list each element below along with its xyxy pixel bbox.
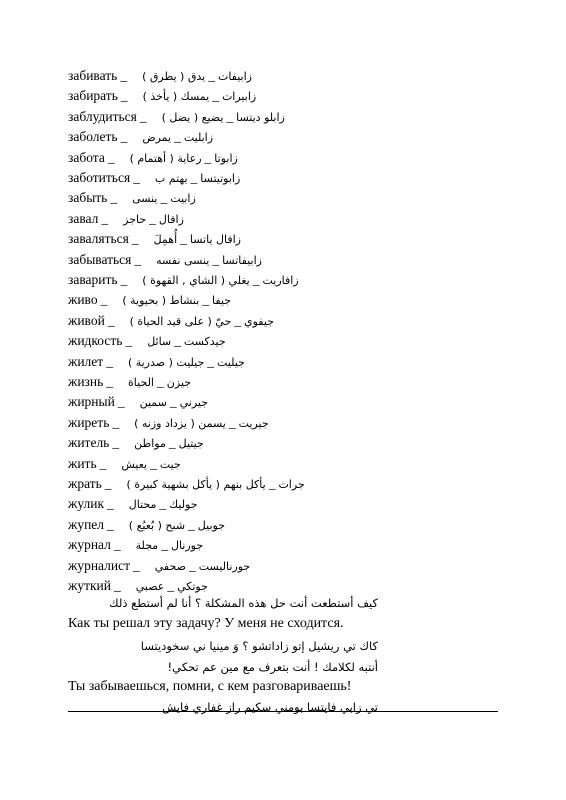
arabic-phrase: كاك تي ريشيل إتو زاداتشو ؟ وَ مينيا ني سخوديتسا — [140, 639, 378, 653]
vocab-entry — [68, 311, 508, 331]
separator: _ — [133, 170, 140, 185]
separator: _ — [268, 476, 276, 491]
separator: _ — [120, 88, 128, 104]
separator: _ — [180, 231, 187, 247]
vocab-entry — [68, 148, 508, 168]
separator: _ — [252, 272, 260, 287]
separator: _ — [188, 557, 196, 573]
vocab-entry — [68, 556, 508, 576]
transliteration: جيفوي — [244, 314, 274, 328]
separator: _ — [131, 231, 139, 247]
arabic-meaning: صحفي — [154, 559, 186, 573]
arabic-meaning: يأكل بنهم ( يأكل بشهية كبيرة ) — [126, 478, 266, 491]
transliteration: جوبيل — [197, 518, 225, 532]
russian-word: жирный — [68, 394, 115, 410]
separator: _ — [204, 149, 212, 165]
separator: _ — [212, 88, 219, 104]
vocab-entry — [68, 290, 508, 310]
transliteration: جوتكي — [177, 580, 208, 593]
vocab-entry — [68, 494, 508, 514]
separator: _ — [139, 108, 147, 124]
russian-word: забываться — [68, 251, 132, 267]
vocab-entry — [68, 107, 508, 127]
vocab-entry — [68, 270, 508, 290]
arabic-meaning: عصبي — [135, 580, 165, 593]
arabic-meaning: مواطن — [134, 437, 166, 451]
transliteration: جيزن — [166, 376, 192, 389]
separator: _ — [100, 292, 108, 308]
separator: _ — [234, 312, 242, 328]
transliteration: جيرني — [179, 396, 209, 410]
transliteration: جيت — [159, 457, 181, 471]
vocab-entry — [68, 535, 508, 555]
arabic-phrase: كيف أستطعت أنت حل هذه المشكلة ؟ أنا لم أستطع ذلك — [109, 596, 378, 610]
arabic-meaning: شبح ( بُعبُع ) — [128, 518, 186, 532]
arabic-phrase: أنتبه لكلامك ! أنت بتعرف مع مين عم تحكي! — [167, 660, 378, 674]
arabic-meaning: الحياة — [128, 376, 154, 389]
transliteration: زافال — [158, 212, 184, 226]
separator: _ — [168, 435, 176, 451]
arabic-meaning: سمين — [139, 396, 167, 410]
arabic-meaning: يسمن ( يزداد وزنه ) — [134, 416, 226, 430]
bottom-rule — [68, 711, 498, 712]
separator: _ — [101, 210, 109, 226]
separator: _ — [159, 496, 167, 512]
russian-word: забирать — [68, 88, 118, 104]
separator: _ — [125, 333, 133, 349]
separator: _ — [113, 537, 121, 553]
russian-word: заблудиться — [68, 108, 137, 124]
separator: _ — [228, 414, 236, 430]
vocab-entry — [68, 209, 508, 229]
transliteration: جيتيل — [178, 437, 204, 451]
arabic-meaning: يعيش — [121, 457, 148, 471]
separator: _ — [106, 353, 113, 369]
russian-word: журнал — [68, 537, 111, 553]
russian-word: живо — [68, 292, 98, 308]
vocab-entry — [68, 372, 508, 392]
russian-word: забивать — [68, 68, 118, 83]
vocab-entry — [68, 515, 508, 535]
russian-word: журналист — [68, 557, 131, 573]
separator: _ — [117, 394, 125, 410]
russian-word: забыть — [68, 190, 108, 206]
separator: _ — [134, 251, 142, 267]
vocab-entry — [68, 413, 508, 433]
transliteration: زابيفاتسا — [222, 253, 262, 267]
transliteration: جيفا — [212, 294, 232, 308]
separator: _ — [106, 374, 114, 389]
vocab-entry — [68, 474, 508, 494]
russian-word: жилет — [68, 353, 104, 369]
russian-word: завал — [68, 210, 99, 226]
vocab-entry — [68, 127, 508, 147]
arabic-meaning: يغلي ( الشاي , القهوة ) — [142, 274, 250, 287]
russian-word: жупел — [68, 516, 105, 532]
separator: _ — [169, 394, 177, 410]
arabic-meaning: ينسى — [132, 192, 158, 206]
transliteration: جورنال — [170, 539, 204, 553]
separator: _ — [161, 537, 168, 553]
transliteration: زابيفات — [217, 70, 252, 83]
separator: _ — [188, 516, 195, 532]
russian-phrase: Как ты решал эту задачу? У меня не сходится. — [68, 616, 344, 631]
separator: _ — [133, 557, 140, 573]
arabic-meaning: رعاية ( أهتمام ) — [129, 151, 202, 165]
transliteration: زابليت — [183, 131, 214, 145]
separator: _ — [156, 374, 164, 389]
separator: _ — [208, 68, 215, 83]
vocab-entry — [68, 433, 508, 453]
separator: _ — [167, 578, 175, 593]
vocab-entry — [68, 250, 508, 270]
separator: _ — [107, 312, 115, 328]
russian-word: живой — [68, 312, 105, 328]
separator: _ — [150, 455, 157, 471]
russian-word: заботиться — [68, 170, 131, 185]
russian-word: забота — [68, 149, 105, 165]
arabic-meaning: يهتم ب — [154, 172, 188, 185]
separator: _ — [120, 129, 128, 145]
russian-word: заболеть — [68, 129, 118, 145]
separator: _ — [160, 190, 168, 206]
arabic-meaning: محتال — [128, 498, 157, 512]
transliteration: جرات — [278, 478, 305, 491]
separator: _ — [212, 251, 220, 267]
arabic-meaning: ينسى نفسه — [156, 253, 210, 267]
separator: _ — [107, 149, 115, 165]
arabic-meaning: يمرض — [142, 131, 172, 145]
russian-word: жидкость — [68, 333, 123, 349]
russian-word: жрать — [68, 476, 102, 491]
transliteration: زافال ياتسا — [189, 233, 241, 247]
separator: _ — [104, 476, 112, 491]
arabic-meaning: سائل — [147, 335, 172, 349]
separator: _ — [226, 108, 234, 124]
separator: _ — [99, 455, 107, 471]
separator: _ — [190, 170, 198, 185]
separator: _ — [174, 333, 181, 349]
separator: _ — [207, 353, 215, 369]
vocab-entry — [68, 454, 508, 474]
russian-word: жиреть — [68, 414, 110, 430]
transliteration: زابيرات — [221, 90, 257, 104]
transliteration: جيريت — [238, 416, 269, 430]
russian-phrase: Ты забываешься, помни, с кем разговариваешь! — [68, 679, 352, 694]
vocab-entry — [68, 229, 508, 249]
arabic-meaning: يمسك ( يأخذ ) — [142, 90, 210, 104]
transliteration: زابيت — [170, 192, 196, 206]
separator: _ — [202, 292, 210, 308]
arabic-meaning: حيّ ( على قيد الحياة ) — [129, 314, 232, 328]
russian-word: житель — [68, 435, 110, 451]
separator: _ — [174, 129, 181, 145]
separator: _ — [107, 496, 114, 512]
separator: _ — [120, 272, 128, 287]
vocab-entry — [68, 66, 508, 86]
arabic-meaning: حاجز — [123, 212, 147, 226]
arabic-meaning: بنشاط ( بحيوية ) — [122, 294, 200, 308]
russian-word: жить — [68, 455, 97, 471]
vocab-entry — [68, 331, 508, 351]
vocab-entry — [68, 392, 508, 412]
separator: _ — [112, 435, 120, 451]
arabic-meaning: أُهمِلَ — [153, 233, 178, 247]
arabic-phrase: تي زابي فايتسا بومني سكيم راز غفاري فايش — [162, 700, 378, 714]
transliteration: زابلو ديتسا — [236, 110, 285, 124]
russian-word: жулик — [68, 496, 105, 512]
transliteration: زابوتيتسا — [200, 172, 241, 185]
transliteration: جوليك — [169, 498, 198, 512]
russian-word: заварить — [68, 272, 118, 287]
russian-word: жизнь — [68, 374, 104, 389]
separator: _ — [110, 190, 118, 206]
vocab-entry — [68, 188, 508, 208]
russian-word: жуткий — [68, 578, 111, 593]
transliteration: جورناليست — [198, 559, 251, 573]
arabic-meaning: يدق ( يطرق ) — [142, 70, 206, 83]
vocab-entry — [68, 352, 508, 372]
arabic-meaning: جيليت ( صدرية ) — [127, 355, 205, 369]
separator: _ — [112, 414, 120, 430]
separator: _ — [107, 516, 114, 532]
vocab-entry — [68, 86, 508, 106]
transliteration: زافاريت — [262, 274, 299, 287]
transliteration: جيدكست — [183, 335, 226, 349]
arabic-meaning: مجلة — [135, 539, 159, 553]
separator: _ — [149, 210, 156, 226]
separator: _ — [114, 578, 121, 593]
russian-word: заваляться — [68, 231, 129, 247]
transliteration: جيليت — [217, 355, 245, 369]
transliteration: زابوتا — [214, 151, 238, 165]
arabic-meaning: يضيع ( يضل ) — [161, 110, 224, 124]
vocab-entry — [68, 168, 508, 188]
separator: _ — [120, 68, 128, 83]
